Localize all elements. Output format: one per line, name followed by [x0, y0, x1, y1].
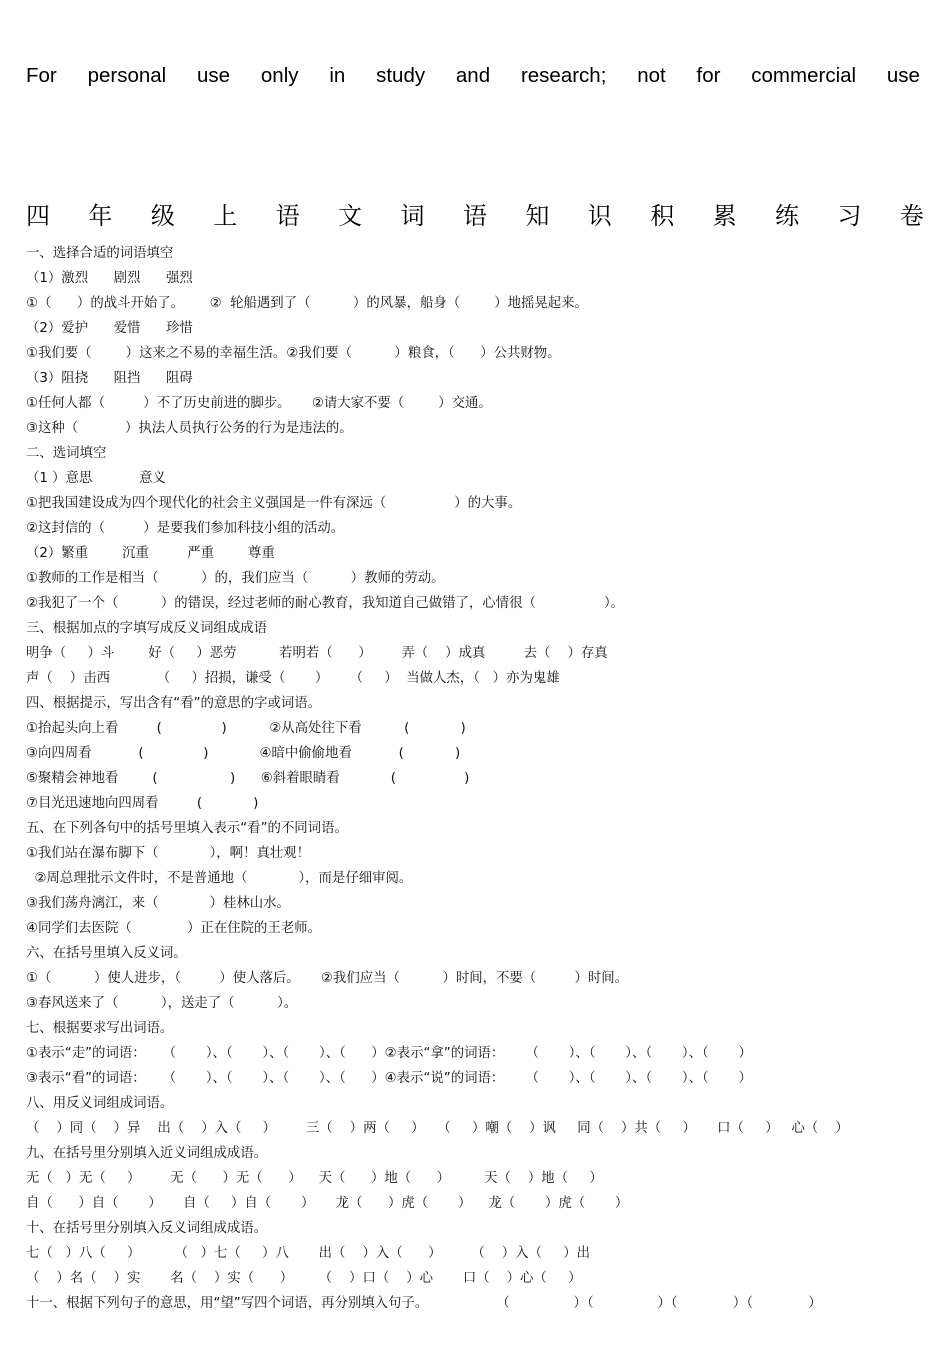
watermark-word: for [696, 64, 721, 87]
exercise-line: 无（ ）无（ ） 无（ ）无（ ） 天（ ）地（ ） 天（ ）地（ ） [26, 1171, 603, 1186]
title-char: 年 [88, 202, 113, 230]
word-options: （2）繁重 沉重 严重 尊重 [26, 546, 275, 561]
watermark-word: personal [87, 64, 167, 87]
exercise-line: ③这种（ ）执法人员执行公务的行为是违法的。 [26, 421, 353, 436]
word-options: （3）阻挠 阻挡 阻碍 [26, 371, 193, 386]
exercise-line: ②周总理批示文件时，不是普通地（ ），而是仔细审阅。 [26, 871, 413, 886]
watermark-line [26, 64, 920, 88]
section-heading: 十、在括号里分别填入反义词组成成语。 [26, 1221, 268, 1236]
exercise-line: ①（ ）使人进步，（ ）使人落后。 ②我们应当（ ）时间，不要（ ）时间。 [26, 971, 629, 986]
word-options: （2）爱护 爱惜 珍惜 [26, 321, 193, 336]
word-options: （1 ）意思 意义 [26, 471, 166, 486]
exercise-line: ⑦目光迅速地向四周看 ( ) [26, 796, 259, 811]
title-char: 练 [775, 202, 800, 230]
section-heading: 四、根据提示，写出含有“看”的意思的字或词语。 [26, 696, 322, 711]
exercise-line: ①我们要（ ）这来之不易的幸福生活。②我们要（ ）粮食，（ ）公共财物。 [26, 346, 561, 361]
watermark-word: research; [520, 64, 607, 87]
title-char: 积 [650, 202, 675, 230]
watermark-word: and [455, 64, 491, 87]
title-char: 级 [150, 202, 175, 230]
section-heading: 十一、根据下列句子的意思，用“望”写四个词语，再分别填入句子。 （ ）（ ）（ ）（ ） [26, 1296, 822, 1311]
exercise-line: ①把我国建设成为四个现代化的社会主义强国是一件有深远（ ）的大事。 [26, 496, 522, 511]
exercise-line: 自（ ）自（ ） 自（ ）自（ ） 龙（ ）虎（ ） 龙（ ）虎（ ） [26, 1196, 629, 1211]
title-char: 习 [837, 202, 862, 230]
title-char: 语 [275, 202, 300, 230]
exercise-line: ③春风送来了（ ），送走了（ ）。 [26, 996, 298, 1011]
exercise-line: ①我们站在瀑布脚下（ ），啊！真壮观！ [26, 846, 311, 861]
exercise-line: ①教师的工作是相当（ ）的，我们应当（ ）教师的劳动。 [26, 571, 445, 586]
title-char: 卷 [899, 202, 924, 230]
section-heading: 八、用反义词组成词语。 [26, 1096, 174, 1111]
section-heading: 一、选择合适的词语填空 [26, 246, 174, 261]
exercise-line: ②我犯了一个（ ）的错误，经过老师的耐心教育，我知道自己做错了，心情很（ ）。 [26, 596, 625, 611]
word-options: （1）激烈 剧烈 强烈 [26, 271, 193, 286]
exercise-line: ②这封信的（ ）是要我们参加科技小组的活动。 [26, 521, 345, 536]
exercise-body [26, 241, 936, 1316]
title-char: 文 [338, 202, 363, 230]
title-char: 上 [213, 202, 238, 230]
watermark-word: For [26, 64, 57, 87]
exercise-line: ③向四周看 ( ) ④暗中偷偷地看 ( ) [26, 746, 461, 761]
section-heading: 六、在括号里填入反义词。 [26, 946, 187, 961]
exercise-line: 七（ ）八（ ） （ ）七（ ）八 出（ ）入（ ） （ ）入（ ）出 [26, 1246, 590, 1261]
watermark-word: not [637, 64, 666, 87]
watermark-word: commercial [751, 64, 857, 87]
exercise-line: ⑤聚精会神地看 ( ) ⑥斜着眼睛看 ( ) [26, 771, 470, 786]
watermark-word: study [376, 64, 426, 87]
title-char: 累 [712, 202, 737, 230]
exercise-line: ①（ ）的战斗开始了。 ② 轮船遇到了（ ）的风暴，船身（ ）地摇晃起来。 [26, 296, 588, 311]
exercise-line: ①表示“走”的词语： （ ）、（ ）、（ ）、（ ）②表示“拿”的词语： （ ）、（ ）、（ ）、（ ） [26, 1046, 752, 1061]
exercise-line: ①任何人都（ ）不了历史前进的脚步。 ②请大家不要（ ）交通。 [26, 396, 492, 411]
exercise-line: 明争（ ）斗 好（ ）恶劳 若明若（ ） 弄（ ）成真 去（ ）存真 [26, 646, 608, 661]
section-heading: 九、在括号里分别填入近义词组成成语。 [26, 1146, 268, 1161]
title-char: 四 [26, 202, 50, 230]
document-title [26, 196, 924, 231]
exercise-line: ④同学们去医院（ ）正在住院的王老师。 [26, 921, 321, 936]
title-char: 词 [400, 202, 425, 230]
section-heading: 七、根据要求写出词语。 [26, 1021, 174, 1036]
watermark-word: only [260, 64, 299, 87]
exercise-line: ①抬起头向上看 ( ) ②从高处往下看 ( ) [26, 721, 466, 736]
section-heading: 二、选词填空 [26, 446, 107, 461]
exercise-line: （ ）同（ ）异 出（ ）入（ ） 三（ ）两（ ） （ ）嘲（ ）讽 同（ ）共（ ） 口（ ） 心（ ） [26, 1121, 849, 1136]
title-char: 语 [462, 202, 487, 230]
watermark-word: use [886, 64, 920, 87]
exercise-line: 声（ ）击西 （ ）招损，谦受（ ） （ ） 当做人杰，（ ）亦为鬼雄 [26, 671, 560, 686]
title-char: 识 [587, 202, 612, 230]
exercise-line: ③表示“看”的词语： （ ）、（ ）、（ ）、（ ）④表示“说”的词语： （ ）、（ ）、（ ）、（ ） [26, 1071, 752, 1086]
section-heading: 五、在下列各句中的括号里填入表示“看”的不同词语。 [26, 821, 348, 836]
title-char: 知 [525, 202, 550, 230]
section-heading: 三、根据加点的字填写成反义词组成成语 [26, 621, 268, 636]
watermark-word: in [329, 64, 346, 87]
watermark-word: use [197, 64, 231, 87]
exercise-line: （ ）名（ ）实 名（ ）实（ ） （ ）口（ ）心 口（ ）心（ ） [26, 1271, 582, 1286]
exercise-line: ③我们荡舟漓江，来（ ）桂林山水。 [26, 896, 290, 911]
